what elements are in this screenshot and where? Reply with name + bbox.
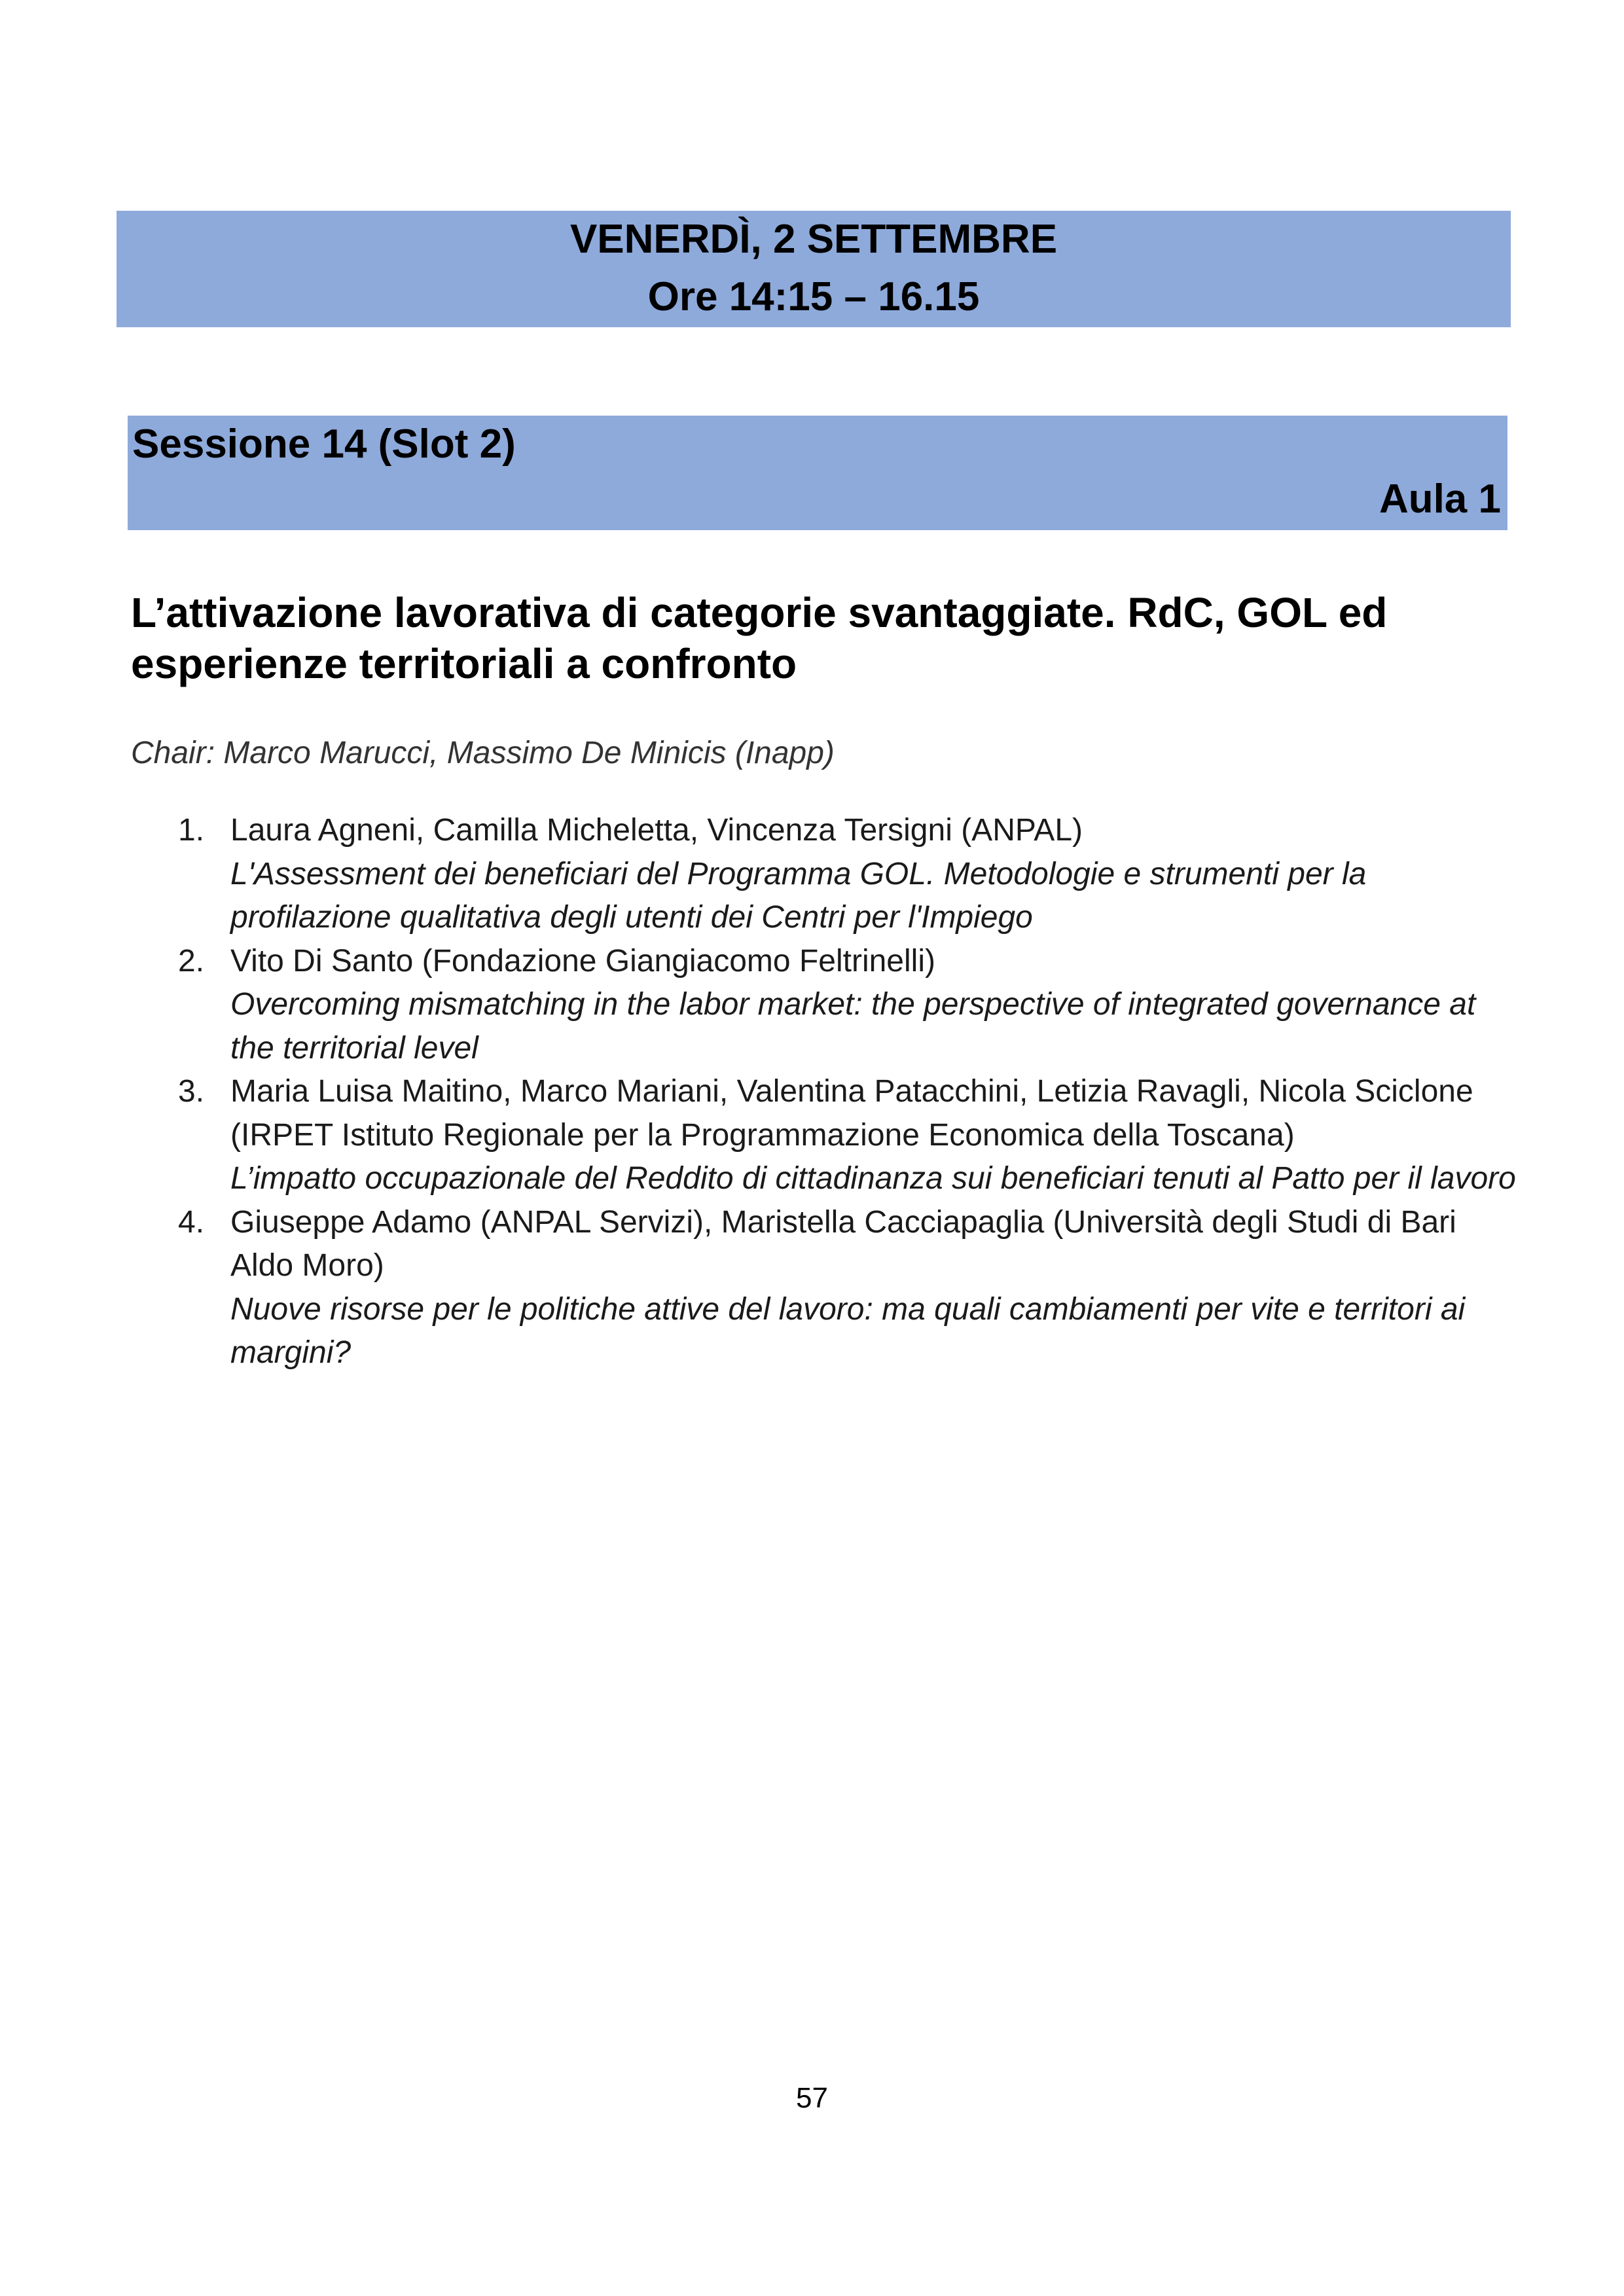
session-label: Sessione 14 (Slot 2) (132, 422, 516, 467)
list-item (178, 809, 1520, 940)
session-header (128, 416, 1507, 530)
paper-authors: Vito Di Santo (Fondazione Giangiacomo Feltrinelli) (230, 943, 935, 978)
paper-list (178, 809, 1520, 1375)
paper-authors: Maria Luisa Maitino, Marco Mariani, Valentina Patacchini, Letizia Ravagli, Nicola Sciclone (IRPET Istituto Regionale per la Programmazione Economica della Toscana) (230, 1074, 1473, 1153)
paper-title: Nuove risorse per le politiche attive del lavoro: ma quali cambiamenti per vite e territori ai margini? (230, 1291, 1466, 1370)
paper-number: 1. (178, 813, 205, 848)
session-room: Aula 1 (1379, 476, 1501, 522)
paper-authors: Giuseppe Adamo (ANPAL Servizi), Maristella Cacciapaglia (Università degli Studi di Bari Aldo Moro) (230, 1204, 1456, 1283)
paper-number: 2. (178, 943, 205, 978)
panel-title-line-1: L’attivazione lavorativa di categorie svantaggiate. RdC, GOL ed (131, 589, 1388, 636)
panel-title (131, 587, 1506, 689)
paper-authors: Laura Agneni, Camilla Micheletta, Vincenza Tersigni (ANPAL) (230, 813, 1083, 848)
list-item (178, 940, 1520, 1071)
chair-line: Chair: Marco Marucci, Massimo De Minicis (Inapp) (131, 736, 835, 770)
panel-title-line-2: esperienze territoriali a confronto (131, 640, 797, 687)
paper-title: L’impatto occupazionale del Reddito di cittadinanza sui beneficiari tenuti al Patto per il lavoro (230, 1161, 1516, 1196)
day-date: VENERDÌ, 2 SETTEMBRE (569, 217, 1058, 262)
list-item (178, 1070, 1520, 1201)
day-header (117, 211, 1511, 327)
paper-number: 4. (178, 1204, 205, 1240)
page-number: 57 (796, 2082, 828, 2114)
list-item (178, 1201, 1520, 1375)
paper-title: Overcoming mismatching in the labor market: the perspective of integrated governance at the territorial level (230, 987, 1476, 1066)
paper-number: 3. (178, 1074, 205, 1109)
day-time: Ore 14:15 – 16.15 (647, 274, 980, 319)
paper-title: L'Assessment dei beneficiari del Programma GOL. Metodologie e strumenti per la profilazione qualitativa degli utenti dei Centri per l'Impiego (230, 856, 1367, 935)
